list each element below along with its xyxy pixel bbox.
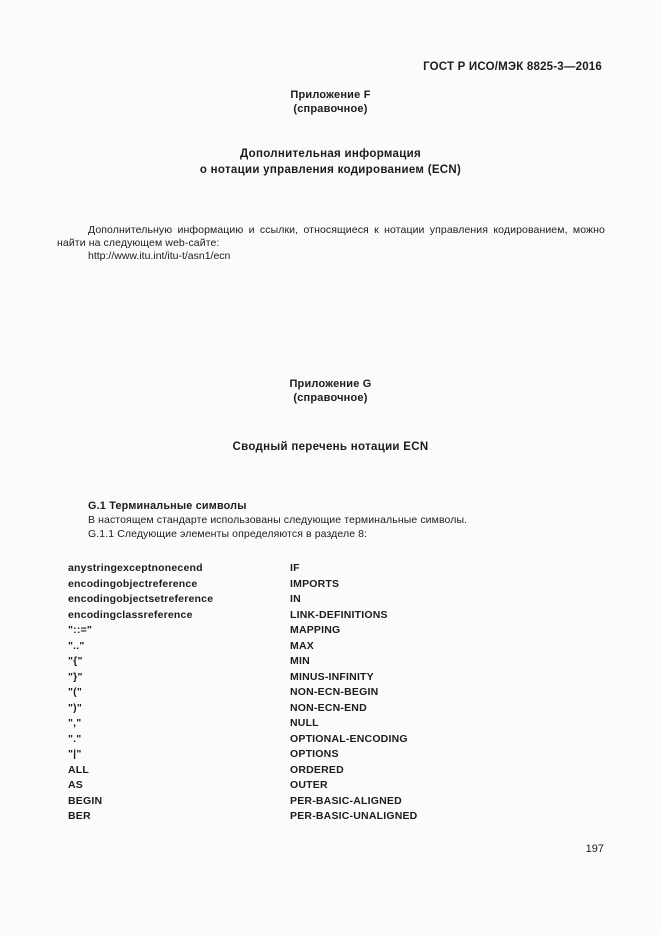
- terminal-symbol-row: [68, 794, 621, 810]
- terminal-symbol-row: [68, 561, 621, 577]
- annex-f-paragraph: Дополнительную информацию и ссылки, относящиеся к нотации управления кодированием, можно найти на следующем web-сайте:: [57, 224, 605, 249]
- terminal-symbol-right: IN: [290, 593, 301, 605]
- annex-g-label-block: [0, 377, 661, 405]
- terminal-symbol-right: IMPORTS: [290, 577, 340, 590]
- annex-f-title-line2: о нотации управления кодированием (ECN): [199, 164, 462, 176]
- section-g11-text: G.1.1 Следующие элементы определяются в разделе 8:: [88, 528, 368, 540]
- terminal-symbol-row: [68, 716, 621, 732]
- terminal-symbol-left: "|": [68, 748, 82, 760]
- annex-f-url: http://www.itu.int/itu-t/asn1/ecn: [88, 250, 231, 262]
- section-g1-heading: G.1 Терминальные символы: [88, 500, 247, 512]
- annex-f-label: Приложение F: [290, 89, 371, 101]
- terminal-symbol-row: [68, 577, 621, 593]
- terminal-symbol-row: [68, 778, 621, 794]
- terminal-symbol-left: "}": [68, 670, 83, 683]
- terminal-symbol-right: MAPPING: [290, 624, 341, 636]
- terminal-symbols-list: [68, 561, 621, 825]
- annex-f-title-line1: Дополнительная информация: [240, 148, 421, 160]
- terminal-symbol-row: [68, 763, 621, 779]
- terminal-symbol-row: [68, 685, 621, 701]
- terminal-symbol-row: [68, 608, 621, 624]
- terminal-symbol-right: MINUS-INFINITY: [290, 670, 374, 683]
- terminal-symbol-right: OPTIONS: [290, 748, 339, 760]
- terminal-symbol-left: encodingclassreference: [68, 608, 193, 621]
- terminal-symbol-right: MAX: [290, 639, 314, 652]
- terminal-symbol-row: [68, 809, 621, 825]
- terminal-symbol-row: [68, 732, 621, 748]
- terminal-symbol-row: [68, 623, 621, 639]
- terminal-symbol-left: BEGIN: [68, 794, 103, 807]
- terminal-symbol-right: ORDERED: [290, 763, 344, 776]
- annex-g-label: Приложение G: [289, 378, 372, 390]
- annex-g-title: Сводный перечень нотации ECN: [232, 441, 429, 453]
- terminal-symbol-left: encodingobjectsetreference: [68, 593, 214, 605]
- terminal-symbol-row: [68, 654, 621, 670]
- terminal-symbol-right: PER-BASIC-UNALIGNED: [290, 810, 418, 822]
- terminal-symbol-right: OPTIONAL-ENCODING: [290, 732, 408, 745]
- terminal-symbol-right: NON-ECN-BEGIN: [290, 686, 379, 698]
- terminal-symbol-row: [68, 701, 621, 717]
- terminal-symbol-left: AS: [68, 779, 83, 791]
- terminal-symbol-right: IF: [290, 562, 300, 574]
- terminal-symbol-row: [68, 639, 621, 655]
- terminal-symbol-left: BER: [68, 810, 91, 822]
- terminal-symbol-left: ".": [68, 732, 82, 745]
- terminal-symbol-right: NULL: [290, 717, 319, 729]
- annex-g-type-note: (справочное): [293, 392, 368, 404]
- terminal-symbol-left: encodingobjectreference: [68, 577, 198, 590]
- annex-f-type-note: (справочное): [293, 103, 368, 115]
- terminal-symbol-left: anystringexceptnonecend: [68, 562, 203, 574]
- annex-f-title: [0, 146, 661, 178]
- section-g1-text: В настоящем стандарте использованы следующие терминальные символы.: [88, 514, 468, 526]
- terminal-symbol-left: ALL: [68, 763, 90, 776]
- annex-f-label-block: [0, 88, 661, 116]
- terminal-symbol-left: "{": [68, 655, 83, 667]
- terminal-symbol-left: ")": [68, 701, 83, 714]
- terminal-symbol-right: LINK-DEFINITIONS: [290, 608, 388, 621]
- terminal-symbol-row: [68, 747, 621, 763]
- terminal-symbol-right: PER-BASIC-ALIGNED: [290, 794, 402, 807]
- page-number: 197: [585, 843, 604, 855]
- terminal-symbol-right: NON-ECN-END: [290, 701, 367, 714]
- terminal-symbol-left: "::=": [68, 624, 93, 636]
- terminal-symbol-left: ",": [68, 717, 82, 729]
- terminal-symbol-row: [68, 670, 621, 686]
- terminal-symbol-left: "(": [68, 686, 83, 698]
- standard-header: ГОСТ Р ИСО/МЭК 8825-3—2016: [423, 61, 602, 73]
- terminal-symbol-right: OUTER: [290, 779, 328, 791]
- terminal-symbol-right: MIN: [290, 655, 310, 667]
- terminal-symbol-row: [68, 592, 621, 608]
- terminal-symbol-left: "..": [68, 639, 85, 652]
